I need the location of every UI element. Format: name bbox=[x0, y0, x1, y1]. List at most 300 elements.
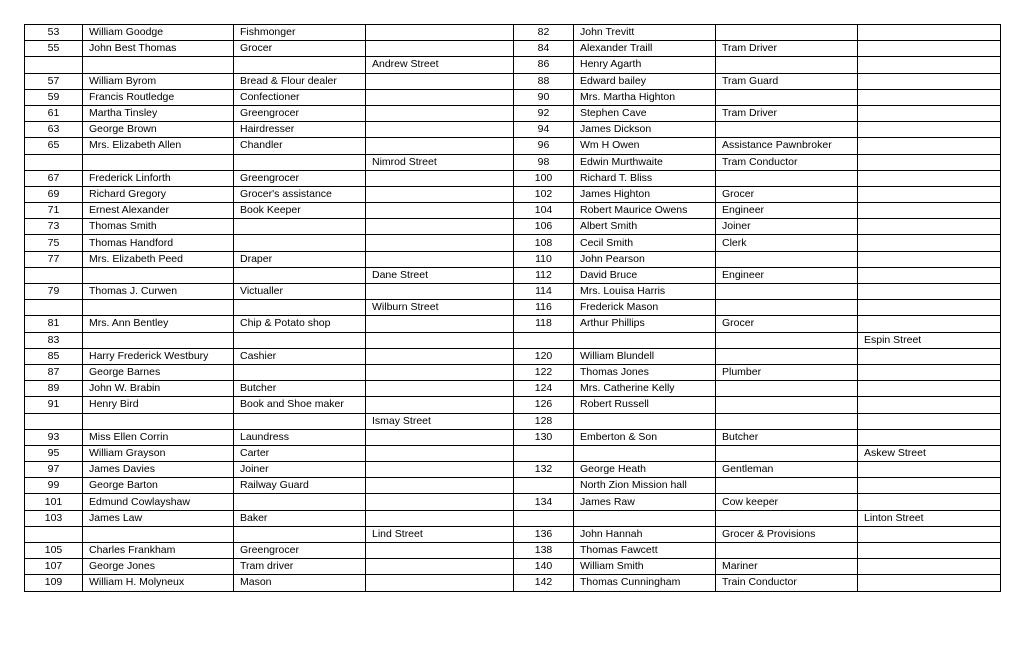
street-cell: Ismay Street bbox=[366, 413, 514, 429]
street-cell bbox=[858, 478, 1001, 494]
house-number-cell: 120 bbox=[514, 348, 574, 364]
street-cell bbox=[858, 25, 1001, 41]
house-number-cell: 136 bbox=[514, 526, 574, 542]
resident-name-cell: Henry Agarth bbox=[574, 57, 716, 73]
resident-name-cell bbox=[574, 445, 716, 461]
resident-name-cell: Alexander Traill bbox=[574, 41, 716, 57]
house-number-cell: 140 bbox=[514, 559, 574, 575]
house-number-cell: 98 bbox=[514, 154, 574, 170]
resident-name-cell: Thomas J. Curwen bbox=[83, 284, 234, 300]
table-row bbox=[25, 235, 1001, 251]
house-number-cell: 122 bbox=[514, 364, 574, 380]
resident-name-cell: John Pearson bbox=[574, 251, 716, 267]
occupation-cell: Bread & Flour dealer bbox=[234, 73, 366, 89]
occupation-cell: Cow keeper bbox=[716, 494, 858, 510]
house-number-cell: 105 bbox=[25, 543, 83, 559]
street-cell bbox=[858, 138, 1001, 154]
house-number-cell: 59 bbox=[25, 89, 83, 105]
resident-name-cell: Mrs. Catherine Kelly bbox=[574, 381, 716, 397]
house-number-cell: 57 bbox=[25, 73, 83, 89]
resident-name-cell: James Highton bbox=[574, 186, 716, 202]
occupation-cell bbox=[234, 300, 366, 316]
table-row bbox=[25, 186, 1001, 202]
street-cell bbox=[858, 413, 1001, 429]
occupation-cell: Book and Shoe maker bbox=[234, 397, 366, 413]
house-number-cell: 100 bbox=[514, 170, 574, 186]
street-cell bbox=[858, 186, 1001, 202]
occupation-cell: Grocer & Provisions bbox=[716, 526, 858, 542]
street-cell bbox=[858, 348, 1001, 364]
table-row bbox=[25, 559, 1001, 575]
street-cell bbox=[858, 316, 1001, 332]
house-number-cell bbox=[25, 300, 83, 316]
street-cell bbox=[858, 543, 1001, 559]
table-row bbox=[25, 73, 1001, 89]
house-number-cell bbox=[25, 57, 83, 73]
house-number-cell bbox=[514, 510, 574, 526]
resident-name-cell: North Zion Mission hall bbox=[574, 478, 716, 494]
street-cell bbox=[858, 170, 1001, 186]
occupation-cell bbox=[716, 300, 858, 316]
resident-name-cell: Frederick Mason bbox=[574, 300, 716, 316]
street-cell bbox=[366, 203, 514, 219]
occupation-cell: Laundress bbox=[234, 429, 366, 445]
occupation-cell bbox=[234, 235, 366, 251]
occupation-cell: Greengrocer bbox=[234, 105, 366, 121]
occupation-cell: Baker bbox=[234, 510, 366, 526]
street-cell bbox=[858, 105, 1001, 121]
occupation-cell: Grocer's assistance bbox=[234, 186, 366, 202]
street-cell: Askew Street bbox=[858, 445, 1001, 461]
resident-name-cell bbox=[83, 57, 234, 73]
house-number-cell: 118 bbox=[514, 316, 574, 332]
house-number-cell: 90 bbox=[514, 89, 574, 105]
resident-name-cell: Thomas Jones bbox=[574, 364, 716, 380]
resident-name-cell: William H. Molyneux bbox=[83, 575, 234, 591]
house-number-cell: 84 bbox=[514, 41, 574, 57]
street-cell bbox=[366, 89, 514, 105]
table-row bbox=[25, 348, 1001, 364]
table-row bbox=[25, 25, 1001, 41]
house-number-cell: 132 bbox=[514, 462, 574, 478]
resident-name-cell: George Barnes bbox=[83, 364, 234, 380]
occupation-cell bbox=[716, 332, 858, 348]
resident-name-cell: Richard Gregory bbox=[83, 186, 234, 202]
street-cell bbox=[366, 397, 514, 413]
house-number-cell: 126 bbox=[514, 397, 574, 413]
street-cell bbox=[366, 332, 514, 348]
resident-name-cell: William Smith bbox=[574, 559, 716, 575]
street-cell bbox=[858, 41, 1001, 57]
resident-name-cell: William Goodge bbox=[83, 25, 234, 41]
occupation-cell: Engineer bbox=[716, 267, 858, 283]
resident-name-cell: George Jones bbox=[83, 559, 234, 575]
table-row bbox=[25, 429, 1001, 445]
resident-name-cell: David Bruce bbox=[574, 267, 716, 283]
resident-name-cell: Thomas Cunningham bbox=[574, 575, 716, 591]
street-cell bbox=[366, 381, 514, 397]
house-number-cell: 53 bbox=[25, 25, 83, 41]
occupation-cell: Grocer bbox=[716, 186, 858, 202]
occupation-cell bbox=[234, 413, 366, 429]
house-number-cell: 92 bbox=[514, 105, 574, 121]
street-cell bbox=[858, 429, 1001, 445]
house-number-cell: 61 bbox=[25, 105, 83, 121]
resident-name-cell: James Law bbox=[83, 510, 234, 526]
street-cell: Wilburn Street bbox=[366, 300, 514, 316]
street-cell bbox=[366, 575, 514, 591]
house-number-cell: 73 bbox=[25, 219, 83, 235]
house-number-cell bbox=[514, 332, 574, 348]
occupation-cell bbox=[716, 122, 858, 138]
house-number-cell bbox=[25, 526, 83, 542]
house-number-cell: 55 bbox=[25, 41, 83, 57]
street-cell bbox=[858, 300, 1001, 316]
resident-name-cell: Henry Bird bbox=[83, 397, 234, 413]
occupation-cell: Plumber bbox=[716, 364, 858, 380]
occupation-cell bbox=[234, 332, 366, 348]
occupation-cell: Butcher bbox=[234, 381, 366, 397]
house-number-cell: 69 bbox=[25, 186, 83, 202]
occupation-cell bbox=[716, 25, 858, 41]
house-number-cell: 77 bbox=[25, 251, 83, 267]
street-cell bbox=[366, 348, 514, 364]
street-cell bbox=[366, 429, 514, 445]
house-number-cell bbox=[514, 478, 574, 494]
occupation-cell bbox=[716, 397, 858, 413]
resident-name-cell: Ernest Alexander bbox=[83, 203, 234, 219]
house-number-cell: 71 bbox=[25, 203, 83, 219]
table-row bbox=[25, 575, 1001, 591]
street-cell bbox=[858, 381, 1001, 397]
street-cell bbox=[858, 267, 1001, 283]
resident-name-cell: Wm H Owen bbox=[574, 138, 716, 154]
street-cell bbox=[366, 73, 514, 89]
occupation-cell bbox=[234, 57, 366, 73]
resident-name-cell: Miss Ellen Corrin bbox=[83, 429, 234, 445]
occupation-cell: Chip & Potato shop bbox=[234, 316, 366, 332]
house-number-cell: 106 bbox=[514, 219, 574, 235]
table-row bbox=[25, 381, 1001, 397]
table-row bbox=[25, 462, 1001, 478]
resident-name-cell: Emberton & Son bbox=[574, 429, 716, 445]
resident-name-cell: Francis Routledge bbox=[83, 89, 234, 105]
street-cell bbox=[858, 526, 1001, 542]
street-cell bbox=[858, 89, 1001, 105]
resident-name-cell bbox=[83, 300, 234, 316]
occupation-cell: Chandler bbox=[234, 138, 366, 154]
resident-name-cell: Robert Russell bbox=[574, 397, 716, 413]
resident-name-cell: Albert Smith bbox=[574, 219, 716, 235]
house-number-cell: 107 bbox=[25, 559, 83, 575]
house-number-cell: 83 bbox=[25, 332, 83, 348]
occupation-cell bbox=[716, 251, 858, 267]
house-number-cell: 102 bbox=[514, 186, 574, 202]
table-row bbox=[25, 219, 1001, 235]
occupation-cell: Engineer bbox=[716, 203, 858, 219]
street-cell bbox=[366, 543, 514, 559]
occupation-cell bbox=[716, 543, 858, 559]
resident-name-cell: George Heath bbox=[574, 462, 716, 478]
street-cell: Espin Street bbox=[858, 332, 1001, 348]
occupation-cell bbox=[234, 219, 366, 235]
resident-name-cell: James Davies bbox=[83, 462, 234, 478]
resident-name-cell: Robert Maurice Owens bbox=[574, 203, 716, 219]
house-number-cell: 138 bbox=[514, 543, 574, 559]
table-row bbox=[25, 170, 1001, 186]
street-cell bbox=[858, 73, 1001, 89]
occupation-cell: Joiner bbox=[234, 462, 366, 478]
table-row bbox=[25, 413, 1001, 429]
resident-name-cell: William Blundell bbox=[574, 348, 716, 364]
occupation-cell bbox=[716, 381, 858, 397]
house-number-cell: 96 bbox=[514, 138, 574, 154]
occupation-cell: Clerk bbox=[716, 235, 858, 251]
table-row bbox=[25, 510, 1001, 526]
table-row bbox=[25, 397, 1001, 413]
street-cell bbox=[858, 494, 1001, 510]
street-cell bbox=[366, 25, 514, 41]
house-number-cell: 91 bbox=[25, 397, 83, 413]
street-cell bbox=[366, 105, 514, 121]
table-row bbox=[25, 526, 1001, 542]
table-row bbox=[25, 251, 1001, 267]
resident-name-cell: George Brown bbox=[83, 122, 234, 138]
street-cell bbox=[366, 494, 514, 510]
resident-name-cell bbox=[83, 526, 234, 542]
table-row bbox=[25, 138, 1001, 154]
street-cell bbox=[858, 122, 1001, 138]
occupation-cell: Mariner bbox=[716, 559, 858, 575]
resident-name-cell bbox=[574, 332, 716, 348]
street-cell bbox=[366, 138, 514, 154]
table-row bbox=[25, 41, 1001, 57]
occupation-cell: Fishmonger bbox=[234, 25, 366, 41]
table-row bbox=[25, 122, 1001, 138]
resident-name-cell: Mrs. Elizabeth Peed bbox=[83, 251, 234, 267]
street-cell bbox=[858, 219, 1001, 235]
house-number-cell: 88 bbox=[514, 73, 574, 89]
street-cell bbox=[366, 316, 514, 332]
occupation-cell: Railway Guard bbox=[234, 478, 366, 494]
resident-name-cell: James Dickson bbox=[574, 122, 716, 138]
resident-name-cell: William Byrom bbox=[83, 73, 234, 89]
resident-name-cell: Thomas Handford bbox=[83, 235, 234, 251]
street-cell bbox=[366, 251, 514, 267]
street-cell bbox=[858, 251, 1001, 267]
street-cell bbox=[366, 219, 514, 235]
resident-name-cell: Arthur Phillips bbox=[574, 316, 716, 332]
house-number-cell: 142 bbox=[514, 575, 574, 591]
census-table bbox=[24, 24, 1001, 592]
house-number-cell: 67 bbox=[25, 170, 83, 186]
occupation-cell bbox=[716, 170, 858, 186]
resident-name-cell bbox=[574, 413, 716, 429]
occupation-cell bbox=[716, 284, 858, 300]
occupation-cell bbox=[716, 478, 858, 494]
table-row bbox=[25, 543, 1001, 559]
house-number-cell: 75 bbox=[25, 235, 83, 251]
resident-name-cell: John Trevitt bbox=[574, 25, 716, 41]
resident-name-cell: Thomas Fawcett bbox=[574, 543, 716, 559]
house-number-cell: 93 bbox=[25, 429, 83, 445]
house-number-cell: 89 bbox=[25, 381, 83, 397]
resident-name-cell: George Barton bbox=[83, 478, 234, 494]
occupation-cell: Cashier bbox=[234, 348, 366, 364]
house-number-cell: 63 bbox=[25, 122, 83, 138]
table-row bbox=[25, 105, 1001, 121]
resident-name-cell: John Best Thomas bbox=[83, 41, 234, 57]
house-number-cell bbox=[25, 267, 83, 283]
street-cell bbox=[366, 462, 514, 478]
resident-name-cell bbox=[83, 332, 234, 348]
occupation-cell: Tram Driver bbox=[716, 105, 858, 121]
table-row bbox=[25, 316, 1001, 332]
street-cell bbox=[858, 203, 1001, 219]
house-number-cell: 108 bbox=[514, 235, 574, 251]
resident-name-cell: William Grayson bbox=[83, 445, 234, 461]
resident-name-cell: Charles Frankham bbox=[83, 543, 234, 559]
street-cell bbox=[366, 235, 514, 251]
resident-name-cell: Mrs. Elizabeth Allen bbox=[83, 138, 234, 154]
street-cell bbox=[858, 57, 1001, 73]
house-number-cell: 87 bbox=[25, 364, 83, 380]
street-cell bbox=[366, 186, 514, 202]
house-number-cell: 112 bbox=[514, 267, 574, 283]
table-row bbox=[25, 203, 1001, 219]
street-cell: Andrew Street bbox=[366, 57, 514, 73]
house-number-cell: 128 bbox=[514, 413, 574, 429]
house-number-cell: 124 bbox=[514, 381, 574, 397]
house-number-cell bbox=[25, 154, 83, 170]
street-cell bbox=[858, 462, 1001, 478]
occupation-cell bbox=[234, 494, 366, 510]
street-cell bbox=[366, 510, 514, 526]
resident-name-cell: Frederick Linforth bbox=[83, 170, 234, 186]
resident-name-cell: Mrs. Ann Bentley bbox=[83, 316, 234, 332]
house-number-cell: 81 bbox=[25, 316, 83, 332]
occupation-cell bbox=[716, 89, 858, 105]
occupation-cell bbox=[716, 57, 858, 73]
occupation-cell: Victualler bbox=[234, 284, 366, 300]
occupation-cell: Grocer bbox=[716, 316, 858, 332]
resident-name-cell: Richard T. Bliss bbox=[574, 170, 716, 186]
occupation-cell bbox=[716, 445, 858, 461]
table-row bbox=[25, 332, 1001, 348]
occupation-cell: Butcher bbox=[716, 429, 858, 445]
house-number-cell: 134 bbox=[514, 494, 574, 510]
table-row bbox=[25, 494, 1001, 510]
resident-name-cell: Stephen Cave bbox=[574, 105, 716, 121]
house-number-cell: 86 bbox=[514, 57, 574, 73]
street-cell bbox=[366, 478, 514, 494]
street-cell bbox=[858, 559, 1001, 575]
occupation-cell bbox=[234, 267, 366, 283]
street-cell: Dane Street bbox=[366, 267, 514, 283]
house-number-cell: 130 bbox=[514, 429, 574, 445]
resident-name-cell: Edmund Cowlayshaw bbox=[83, 494, 234, 510]
occupation-cell: Assistance Pawnbroker bbox=[716, 138, 858, 154]
table-row bbox=[25, 445, 1001, 461]
occupation-cell: Greengrocer bbox=[234, 170, 366, 186]
occupation-cell: Book Keeper bbox=[234, 203, 366, 219]
resident-name-cell: John W. Brabin bbox=[83, 381, 234, 397]
occupation-cell: Tram Guard bbox=[716, 73, 858, 89]
occupation-cell: Greengrocer bbox=[234, 543, 366, 559]
resident-name-cell bbox=[83, 413, 234, 429]
occupation-cell: Carter bbox=[234, 445, 366, 461]
street-cell bbox=[366, 364, 514, 380]
street-cell bbox=[858, 235, 1001, 251]
resident-name-cell bbox=[83, 267, 234, 283]
street-cell bbox=[858, 575, 1001, 591]
house-number-cell bbox=[514, 445, 574, 461]
table-row bbox=[25, 478, 1001, 494]
resident-name-cell: Cecil Smith bbox=[574, 235, 716, 251]
resident-name-cell bbox=[83, 154, 234, 170]
house-number-cell: 104 bbox=[514, 203, 574, 219]
street-cell: Linton Street bbox=[858, 510, 1001, 526]
house-number-cell: 103 bbox=[25, 510, 83, 526]
resident-name-cell: Martha Tinsley bbox=[83, 105, 234, 121]
street-cell bbox=[858, 364, 1001, 380]
occupation-cell: Hairdresser bbox=[234, 122, 366, 138]
street-cell bbox=[858, 154, 1001, 170]
house-number-cell: 79 bbox=[25, 284, 83, 300]
street-cell bbox=[366, 122, 514, 138]
street-cell: Nimrod Street bbox=[366, 154, 514, 170]
table-row bbox=[25, 300, 1001, 316]
resident-name-cell: Mrs. Martha Highton bbox=[574, 89, 716, 105]
house-number-cell: 94 bbox=[514, 122, 574, 138]
table-row bbox=[25, 364, 1001, 380]
occupation-cell: Tram driver bbox=[234, 559, 366, 575]
table-row bbox=[25, 57, 1001, 73]
street-cell bbox=[366, 170, 514, 186]
census-table-body bbox=[25, 25, 1001, 592]
table-row bbox=[25, 89, 1001, 105]
house-number-cell: 95 bbox=[25, 445, 83, 461]
resident-name-cell: Mrs. Louisa Harris bbox=[574, 284, 716, 300]
occupation-cell bbox=[234, 364, 366, 380]
resident-name-cell: Thomas Smith bbox=[83, 219, 234, 235]
street-cell bbox=[366, 41, 514, 57]
house-number-cell: 101 bbox=[25, 494, 83, 510]
occupation-cell: Joiner bbox=[716, 219, 858, 235]
house-number-cell: 85 bbox=[25, 348, 83, 364]
occupation-cell: Gentleman bbox=[716, 462, 858, 478]
resident-name-cell: Harry Frederick Westbury bbox=[83, 348, 234, 364]
street-cell bbox=[858, 284, 1001, 300]
house-number-cell: 114 bbox=[514, 284, 574, 300]
resident-name-cell bbox=[574, 510, 716, 526]
occupation-cell bbox=[716, 413, 858, 429]
occupation-cell bbox=[234, 154, 366, 170]
house-number-cell: 82 bbox=[514, 25, 574, 41]
resident-name-cell: John Hannah bbox=[574, 526, 716, 542]
house-number-cell: 109 bbox=[25, 575, 83, 591]
house-number-cell: 110 bbox=[514, 251, 574, 267]
occupation-cell: Grocer bbox=[234, 41, 366, 57]
street-cell bbox=[366, 284, 514, 300]
house-number-cell: 65 bbox=[25, 138, 83, 154]
table-row bbox=[25, 154, 1001, 170]
street-cell: Lind Street bbox=[366, 526, 514, 542]
house-number-cell: 116 bbox=[514, 300, 574, 316]
occupation-cell bbox=[716, 348, 858, 364]
occupation-cell bbox=[716, 510, 858, 526]
table-row bbox=[25, 267, 1001, 283]
